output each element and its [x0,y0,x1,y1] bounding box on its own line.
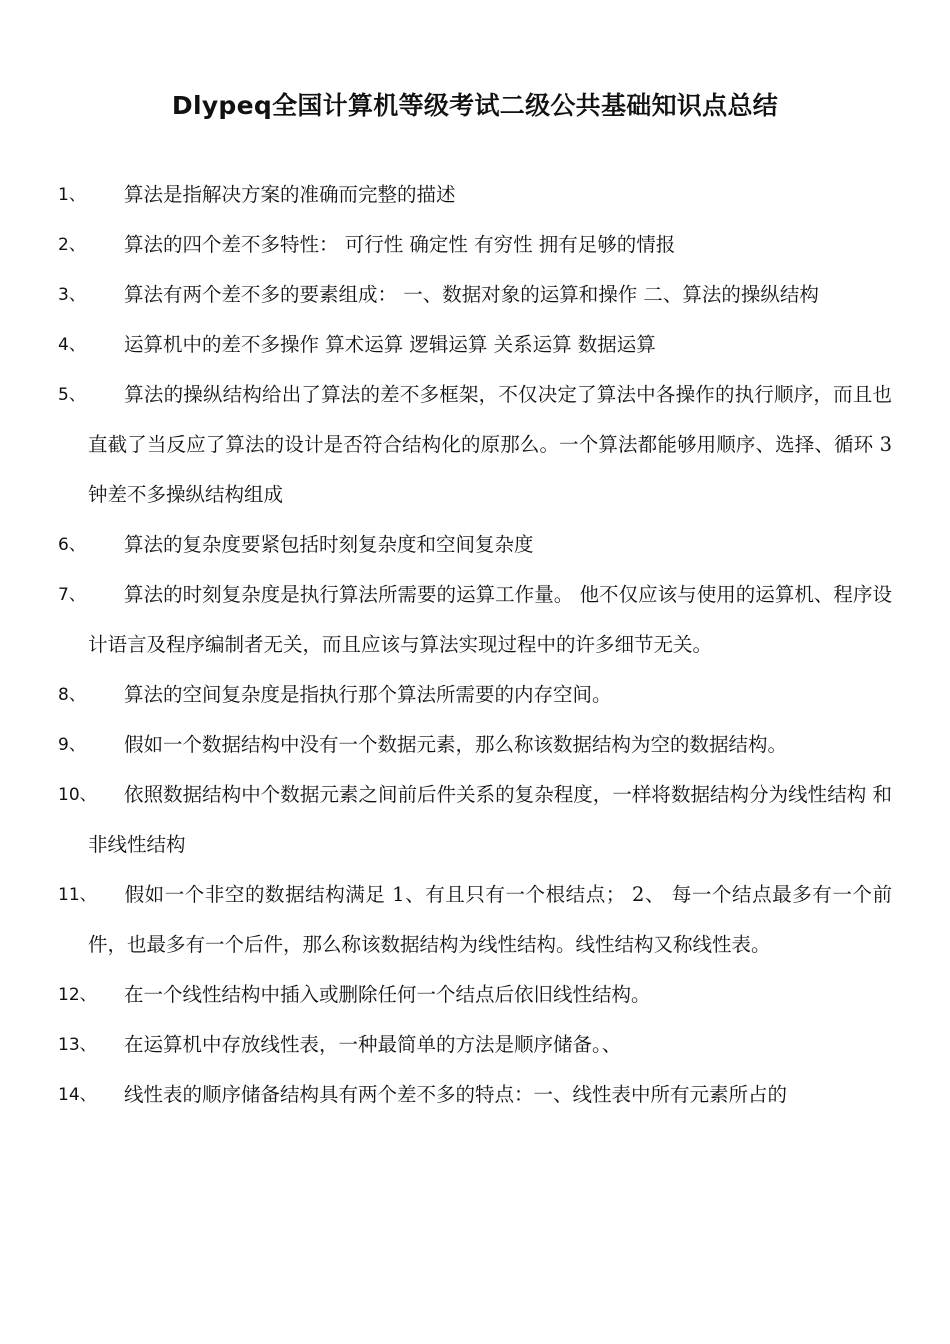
document-title: Dlypeq全国计算机等级考试二级公共基础知识点总结 [171,90,779,120]
item-text: 依照数据结构中个数据元素之间前后件关系的复杂程度，一样将数据结构分为线性结构 和 非线性结构 [88,783,892,856]
item-number: 8、 [58,685,86,705]
list-item [0,270,950,320]
item-text: 算法的空间复杂度是指执行那个算法所需要的内存空间。 [124,683,612,706]
item-text: 在一个线性结构中插入或删除任何一个结点后依旧线性结构。 [124,983,651,1006]
item-number: 12、 [58,985,97,1005]
list-item [0,320,950,370]
list-item [0,670,950,720]
item-number: 1、 [58,185,86,205]
item-number: 6、 [58,535,86,555]
list-item [0,220,950,270]
item-number: 10、 [58,785,97,805]
list-item [0,1070,950,1120]
item-text: 线性表的顺序储备结构具有两个差不多的特点：一、线性表中所有元素所占的 [124,1083,788,1106]
list-item [0,570,950,670]
item-text: 算法的时刻复杂度是执行算法所需要的运算工作量。 他不仅应该与使用的运算机、程序设计语言及程序编制者无关，而且应该与算法实现过程中的许多细节无关。 [88,583,892,656]
list-item [0,520,950,570]
list-item [0,1020,950,1070]
item-text: 算法的复杂度要紧包括时刻复杂度和空间复杂度 [124,533,534,556]
item-text: 算法的四个差不多特性： 可行性 确定性 有穷性 拥有足够的情报 [124,233,676,256]
item-number: 11、 [58,885,97,905]
list-item [0,370,950,520]
item-text: 算法有两个差不多的要素组成： 一、数据对象的运算和操作 二、算法的操纵结构 [124,283,819,306]
item-text: 在运算机中存放线性表，一种最简单的方法是顺序储备。、 [124,1033,622,1056]
item-number: 7、 [58,585,86,605]
item-text: 假如一个数据结构中没有一个数据元素，那么称该数据结构为空的数据结构。 [124,733,788,756]
item-number: 9、 [58,735,86,755]
item-number: 14、 [58,1085,97,1105]
item-text: 算法的操纵结构给出了算法的差不多框架，不仅决定了算法中各操作的执行顺序，而且也直截了当反应了算法的设计是否符合结构化的原那么。一个算法都能够用顺序、选择、循环 3 钟差不多操纵结构组成 [88,383,892,506]
knowledge-point-list [0,170,950,1120]
item-number: 13、 [58,1035,97,1055]
item-text: 算法是指解决方案的准确而完整的描述 [124,183,456,206]
item-number: 5、 [58,385,86,405]
list-item [0,970,950,1020]
list-item [0,170,950,220]
list-item [0,870,950,970]
item-number: 4、 [58,335,86,355]
item-number: 3、 [58,285,86,305]
item-number: 2、 [58,235,86,255]
item-text: 假如一个非空的数据结构满足 1、有且只有一个根结点； 2、 每一个结点最多有一个前件，也最多有一个后件，那么称该数据结构为线性结构。线性结构又称线性表。 [88,883,892,956]
item-text: 运算机中的差不多操作 算术运算 逻辑运算 关系运算 数据运算 [124,333,656,356]
list-item [0,770,950,870]
list-item [0,720,950,770]
